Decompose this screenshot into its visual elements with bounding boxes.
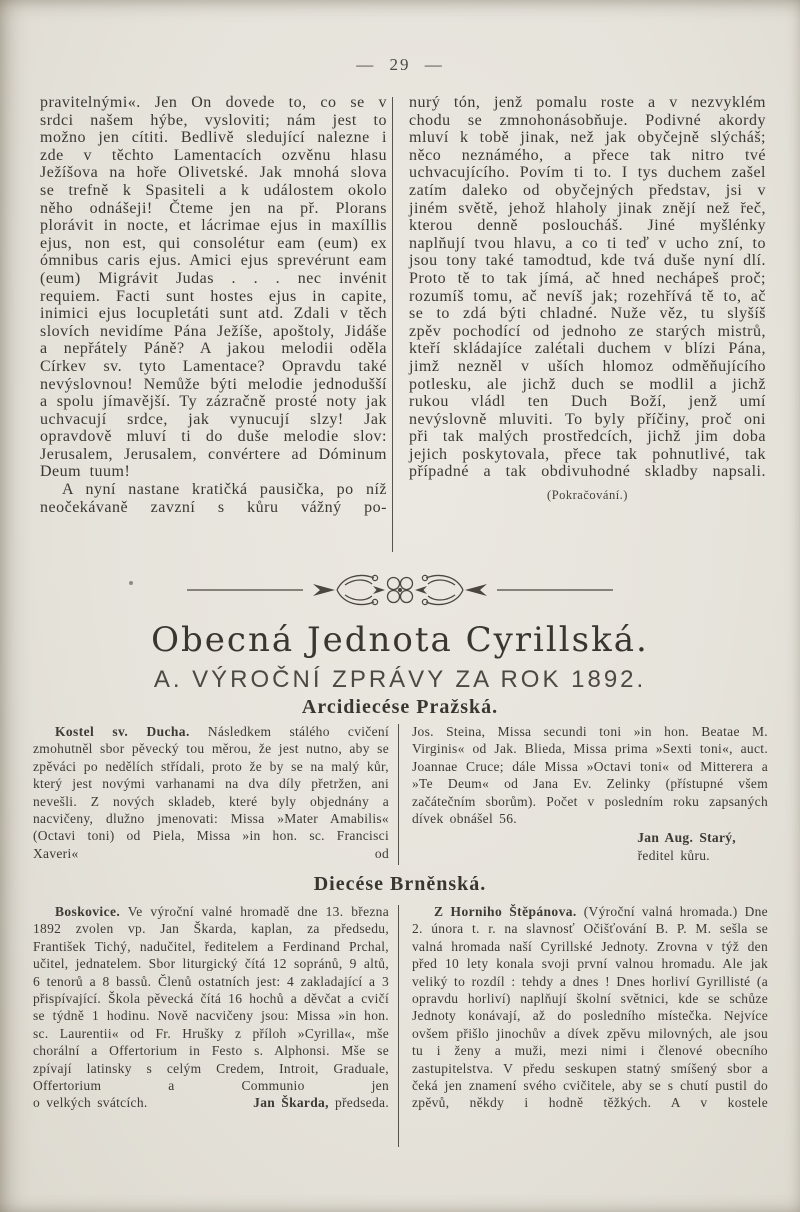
column-divider-middle	[398, 724, 399, 865]
report-paragraph	[33, 723, 389, 862]
article-column-right	[409, 94, 766, 505]
report-prague-right	[412, 723, 768, 864]
report-boskovice	[33, 903, 389, 1112]
signature-block	[412, 829, 768, 864]
report-lead-suffix: (Výroční valná hromada.)	[583, 904, 738, 919]
signature-name: Jan Aug. Starý,	[637, 830, 736, 846]
signature-role: ředitel kůru.	[637, 847, 710, 863]
report-horni-stepanov	[412, 903, 768, 1112]
continuation-note: (Pokračování.)	[547, 488, 628, 503]
report-text-end: o velkých svátcích.	[33, 1095, 148, 1111]
annual-report-subtitle: A. VÝROČNÍ ZPRÁVY ZA ROK 1892.	[153, 666, 647, 693]
signature-role: předseda.	[334, 1095, 389, 1111]
page-title: Obecná Jednota Cyrillská.	[151, 620, 649, 660]
column-divider-top	[392, 97, 393, 552]
signature-inline	[253, 1094, 389, 1111]
report-kostel-sv-ducha	[33, 723, 389, 862]
report-paragraph	[33, 903, 389, 1094]
report-lead: Kostel sv. Ducha.	[55, 724, 190, 739]
report-text: Ve výroční valné hromadě dne 13. března 1892 zvolen vp. Jan Škarda, kaplan, za předsedu, František Tichý, nadučitel, ředitelem a Ferdinand Prchal, učitel, jednatelem. Sbor liturgický čítá 12 sopránů, 9 altů, 6 tenorů a 8 bassů. Členů ostatních jest: 4 zakladající a 3 přispívající. Škola pěvecká čítá 16 hochů a děvčat a cvičí se týdně 1 hodinu. Nově nacvičeny jsou: Missa »in hon. sc. Laurentii« od Fr. Hrušky z příloh »Cyrilla«, mše chorální a Offertorium in Festo s. Alphonsi. Mše se zpívají latinsky s celým Credem, Introit, Graduale, Offertorium a Communio jen	[33, 904, 389, 1094]
section-heading-brno: Diecése Brněnská.	[313, 873, 487, 895]
article-paragraph: pravitelnými«. Jen On dovede to, co se v srdci našem hýbe, vysloviti; nám jest to možno jen cítiti. Bedlivě sledující nalezne i zde v těchto Lamentacích ozvěnu hlasu Ježíšova na hoře Olivetské. Jak mnohá slova se trefně k Spasiteli a k událostem okolo něho odnášeji! Čteme jen na př. Plorans plorávit in nocte, et lácrimae ejus in maxíllis ejus, non est, qui consolétur eam (eum) ex ómnibus caris ejus. Amici ejus sprevérunt eam (eum) Migrávit Judas . . . nec invénit requiem. Facti sunt hostes ejus in capite, inimici ejus locupletáti sunt atd. Zdali v těch slovích nevidíme Pána Ježíše, apoštoly, Jidáše a nepřátely Páně? A jakou melodii oděla Církev sv. tyto Lamentace? Opravdu také nevýslovnou! Nemůže býti melodie jednodušší a spolu jímavější. Ty zázračně prosté noty jak uchvacují srdce, jak vynucují slzy! Jak opravdově mluví ti do duše melodie slov: Jerusalem, Jerusalem, convértere ad Dóminum Deum tuum!	[40, 94, 387, 481]
article-paragraph: A nyní nastane kratičká pausička, po níž neočekávaně zavzní s kůru vážný po-	[40, 481, 387, 516]
ornament-divider	[0, 568, 800, 617]
report-lead: Boskovice.	[55, 904, 121, 919]
flourish-icon	[185, 568, 615, 612]
signature-name: Jan Škarda,	[253, 1095, 329, 1111]
report-last-line	[33, 1094, 389, 1111]
section-heading-prague: Arcidiecése Pražská.	[301, 696, 499, 718]
article-paragraph: nurý tón, jenž pomalu roste a v nezvyklém chodu se zmnohonásobňuje. Podivné akordy mluví k tobě jinak, než jak obyčejně slýcháš; něco neznámého, a přece tak nitro tvé uchvacujícího. Povím ti to. I tys duchem zašel zatím daleko od obyčejných představ, jsi v jiném světě, jehož hlaholy jinak znějí než řeč, kterou denně posloucháš. Jiné myšlénky naplňují tvou hlavu, a co ti teď v ucho zní, to jsou tony také tamodtud, kde tvá duše nyní dlí. Proto tě to tak jímá, ač hned nechápeš proč; rozumíš tomu, ač nevíš jak; rozehřívá tě to, ač se to zdá býti chladné. Nuže věz, tu slyšíš zpěv pochodící od jednoho ze starých mistrů, kteří skládajíce zalétali duchem v blízi Pána, jimž nezněl v uších hlomoz odměňujícího potlesku, ale jichž duch se modlil a jichž rukou vládl ten Duch Boží, jenž umí nevýslovně mluviti. To byly příčiny, proč oni při tak malých prostředcích, jichž jim doba jejich poskytovala, přece tak pohnutlivé, tak případné a tak obdivuhodné skladby napsali.	[409, 94, 766, 481]
report-paragraph	[412, 903, 768, 1112]
report-lead: Z Horniho Štěpánova.	[434, 904, 577, 919]
page-number: — 29 —	[356, 55, 444, 74]
column-divider-bottom	[398, 905, 399, 1147]
report-paragraph	[412, 723, 768, 827]
article-column-left	[40, 94, 387, 516]
report-text: Dne 2. února t. r. na slavnosť Očišťování B. P. M. sešla se valná hromada naší Cyrillské Jednoty. Zrovna v týž den před 10 lety konala svoji první valnou hromadu. Ale jak veliký to rozdíl : tehdy a dnes ! Dnes horliví Gyrillisté (a opravdu horliví) naplňují školní světnici, kde se schůze Jednoty konávají, až do posledního místečka. Nejvíce ovšem přišlo jinochův a dívek zpěvu milovných, ale jsou tu i ženy a muži, mezi nimi i členové obecního zastupitelstva. V předu seskupen statný smíšený sbor a čeká jen znamení svého cvičitele, aby se s chutí pustil do zpěvů, někdy i hodně těžkých. A v kostele	[412, 904, 768, 1111]
report-text: Jos. Steina, Missa secundi toni »in hon. Beatae M. Virginis« od Jak. Blieda, Missa prima »Sexti toni«, auct. Joannae Cruce; dále Missa »Octavi toni« od Mitterera a »Te Deum« od Jana Ev. Zelinky (přístupné všem začátečním sborům). Počet v posledním roku zapsaných dívek obnášel 56.	[412, 724, 768, 827]
report-text: Následkem stálého cvičení zmohutněl sbor pěvecký tou měrou, že jest nutno, aby se zpěváci po nedělích střídali, proto že by se na malý kůr, který jest novými varhanami na dva díly přetržen, ani nevešli. Z nových skladeb, které byly objednány a nacvičeny, dlužno jmenovati: Missa »Mater Amabilis« (Octavi toni) od Piela, Missa »in hon. sc. Francisci Xaveri« od	[33, 724, 389, 861]
